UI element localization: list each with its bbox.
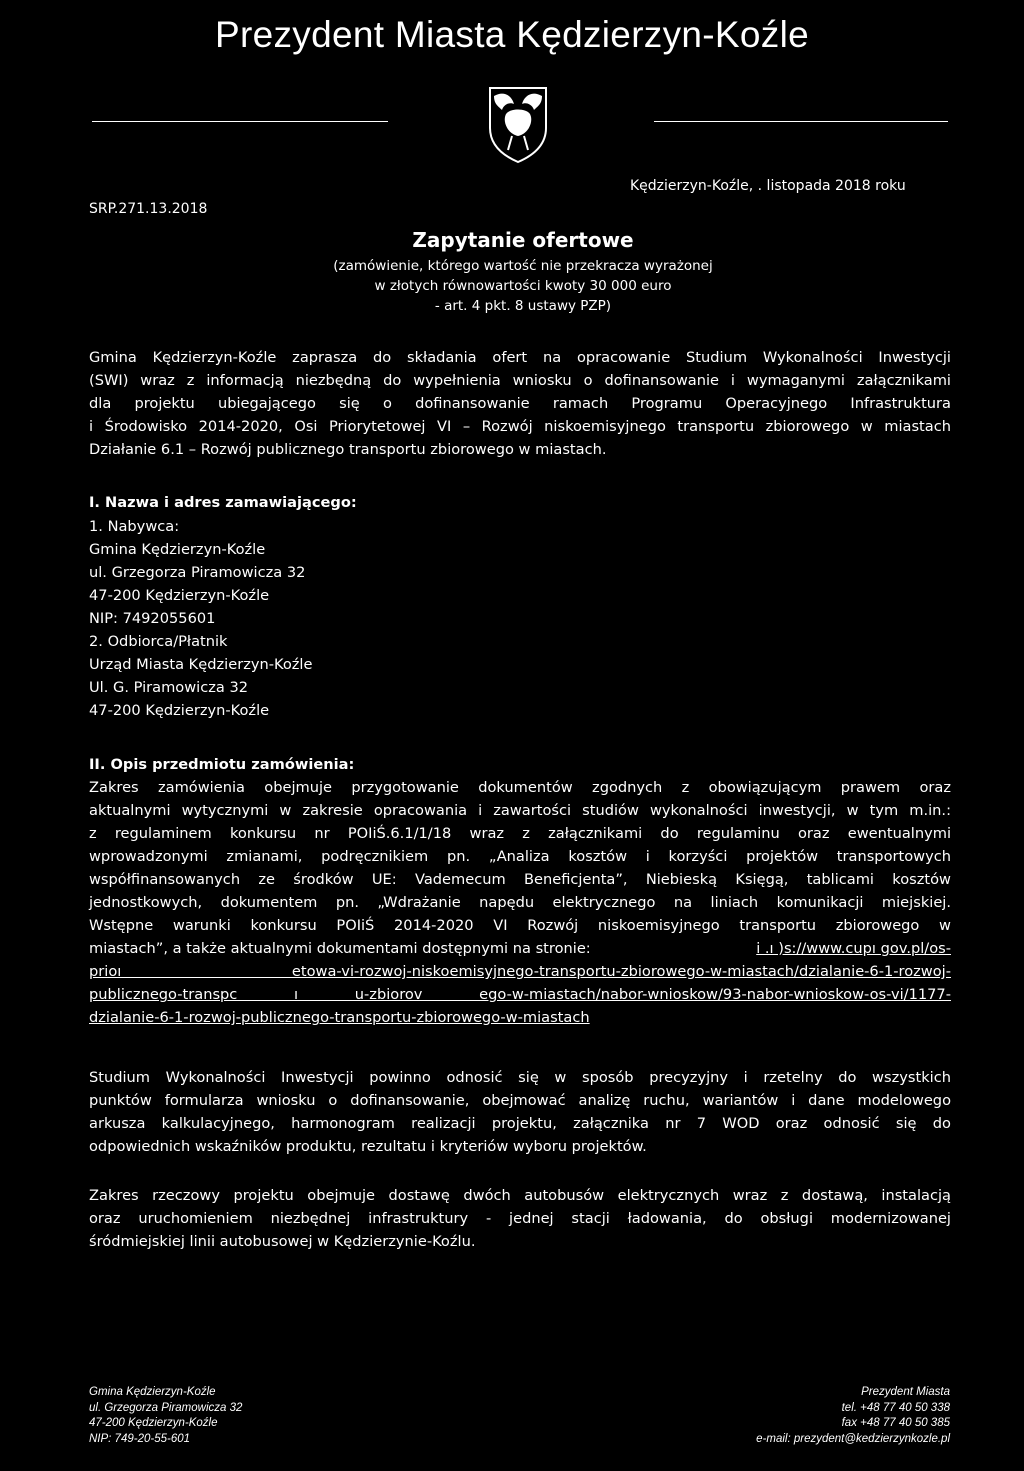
address-line: 47-200 Kędzierzyn-Koźle: [89, 587, 270, 604]
paragraph-line: odpowiednich wskaźników produktu, rezultatu i kryteriów wyboru projektów.: [89, 1138, 647, 1155]
footer-line: tel. +48 77 40 50 338: [841, 1401, 950, 1414]
paragraph-line: współfinansowanych ze środków UE: Vademecum Beneficjenta”, Niebieską Księgą, tablicami kosztów: [89, 871, 951, 888]
header-rule-left: [92, 121, 388, 122]
subtitle-line: w złotych równowartości kwoty 30 000 euro: [374, 278, 672, 294]
paragraph-line: z regulaminem konkursu nr POIiŚ.6.1/1/18 wraz z załącznikami do regulaminu oraz ewentualnymi: [89, 825, 951, 842]
cupt-link-start[interactable]: i .ı )s://www.cupı gov.pl/os-: [756, 940, 951, 957]
address-line: 2. Odbiorca/Płatnik: [89, 633, 228, 650]
paragraph-line: Wstępne warunki konkursu POIiŚ 2014-2020 VI Rozwój niskoemisyjnego transportu zbiorowego w: [89, 917, 951, 934]
address-line: NIP: 7492055601: [89, 610, 216, 627]
place-and-date: Kędzierzyn-Koźle, . listopada 2018 roku: [630, 178, 906, 194]
intro-paragraph: [89, 346, 951, 461]
city-crest-emblem: [484, 84, 552, 164]
page-header-title: Prezydent Miasta Kędzierzyn-Koźle: [215, 14, 809, 55]
paragraph-line: (SWI) wraz z informacją niezbędną do wypełnienia wniosku o dofinansowanie i wymaganymi załącznikami: [89, 372, 951, 389]
paragraph-line: Studium Wykonalności Inwestycji powinno odnosić się w sposób precyzyjny i rzetelny do wszystkich: [89, 1069, 951, 1086]
footer-line: ul. Grzegorza Piramowicza 32: [89, 1401, 243, 1414]
section-2-paragraph: [89, 776, 951, 1029]
address-line: Urząd Miasta Kędzierzyn-Koźle: [89, 656, 313, 673]
document-title: Zapytanie ofertowe: [412, 228, 634, 252]
section-1-title: I. Nazwa i adres zamawiającego:: [89, 494, 357, 511]
footer-left-address: [89, 1385, 242, 1447]
paragraph-line: arkusza kalkulacyjnego, harmonogram realizacji projektu, załącznika nr 7 WOD oraz odnosić się do: [89, 1115, 951, 1132]
section-2-title: II. Opis przedmiotu zamówienia:: [89, 756, 355, 773]
footer-right-contact: [756, 1385, 950, 1447]
paragraph-line-with-link: [89, 937, 951, 960]
paragraph-line: aktualnymi wytycznymi w zakresie opracowania i zawartości studiów wykonalności inwestycji, w tym m.in.:: [89, 802, 951, 819]
footer-line: NIP: 749-20-55-601: [89, 1432, 191, 1445]
address-line: Gmina Kędzierzyn-Koźle: [89, 541, 266, 558]
footer-line: fax +48 77 40 50 385: [841, 1417, 950, 1429]
footer-line: 47-200 Kędzierzyn-Koźle: [89, 1417, 218, 1429]
paragraph-line: Działanie 6.1 – Rozwój publicznego transportu zbiorowego w miastach.: [89, 441, 607, 458]
document-subtitle: [300, 256, 746, 316]
paragraph-line: oraz uruchomieniem niezbędnej infrastruktury - jednej stacji ładowania, do obsługi modernizowanej: [89, 1210, 951, 1227]
footer-email[interactable]: e-mail: prezydent@kedzierzynkozle.pl: [756, 1432, 950, 1445]
address-line: 1. Nabywca:: [89, 518, 180, 535]
paragraph-line: śródmiejskiej linii autobusowej w Kędzierzynie-Koźlu.: [89, 1233, 476, 1250]
buyer-address-block: [89, 515, 312, 722]
address-line: Ul. G. Piramowicza 32: [89, 679, 249, 696]
paragraph-line: Zakres rzeczowy projektu obejmuje dostawę dwóch autobusów elektrycznych wraz z dostawą, instalacją: [89, 1187, 951, 1204]
paragraph-line: wprowadzonymi zmianami, podręcznikiem pn. „Analiza kosztów i korzyści projektów transportowych: [89, 848, 951, 865]
paragraph-line: punktów formularza wniosku o dofinansowanie, obejmować analizę ruchu, wariantów i dane modelowego: [89, 1092, 951, 1109]
address-line: ul. Grzegorza Piramowicza 32: [89, 564, 306, 581]
paragraph-line: dla projektu ubiegającego się o dofinansowanie ramach Programu Operacyjnego Infrastruktura: [89, 395, 951, 412]
cupt-link-line[interactable]: prioı etowa-vi-rozwoj-niskoemisyjnego-transportu-zbiorowego-w-miastach/dzialanie-6-1-rozwoj-: [89, 963, 951, 980]
study-requirements-paragraph: [89, 1066, 951, 1158]
paragraph-line: Zakres zamówienia obejmuje przygotowanie dokumentów zgodnych z obowiązującym prawem oraz: [89, 779, 951, 796]
address-line: 47-200 Kędzierzyn-Koźle: [89, 702, 270, 719]
subtitle-line: (zamówienie, którego wartość nie przekracza wyrażonej: [333, 258, 713, 274]
footer-line: Prezydent Miasta: [861, 1386, 950, 1398]
paragraph-line: Gmina Kędzierzyn-Koźle zaprasza do składania ofert na opracowanie Studium Wykonalności Inwestycji: [89, 349, 951, 366]
scope-paragraph: [89, 1184, 951, 1253]
paragraph-line: miastach”, a także aktualnymi dokumentami dostępnymi na stronie:: [89, 940, 591, 957]
paragraph-line: jednostkowych, dokumentem pn. „Wdrażanie napędu elektrycznego na liniach komunikacji miejskiej.: [89, 894, 951, 911]
subtitle-line: - art. 4 pkt. 8 ustawy PZP): [434, 298, 612, 314]
footer-line: Gmina Kędzierzyn-Koźle: [89, 1386, 216, 1398]
cupt-link-line[interactable]: publicznego-transpc ı u-zbiorov ego-w-miastach/nabor-wnioskow/93-nabor-wnioskow-os-vi/1177-: [89, 986, 951, 1003]
header-rule-right: [654, 121, 948, 122]
paragraph-line: i Środowisko 2014-2020, Osi Priorytetowej VI – Rozwój niskoemisyjnego transportu zbiorowego w miastach: [89, 418, 951, 435]
reference-number: SRP.271.13.2018: [89, 201, 208, 217]
cupt-link-line[interactable]: dzialanie-6-1-rozwoj-publicznego-transportu-zbiorowego-w-miastach: [89, 1009, 590, 1026]
